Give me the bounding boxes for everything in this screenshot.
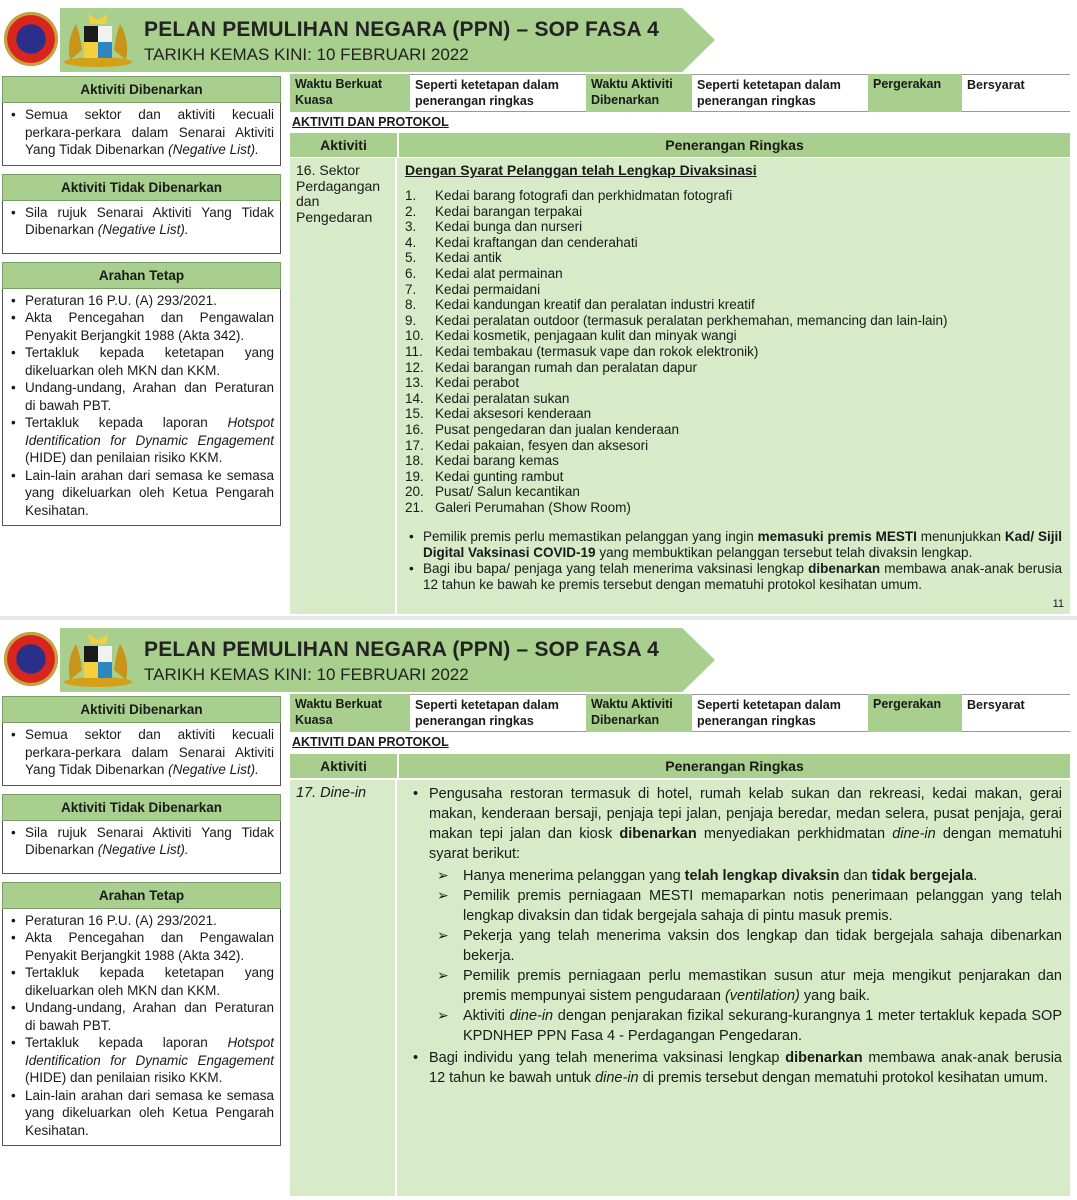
standing-item: • Lain-lain arahan dari semasa ke semasa yang dikeluarkan oleh Ketua Pengarah Kesihatan. bbox=[9, 467, 274, 520]
coat-of-arms-logo bbox=[60, 630, 136, 690]
protocol-label: AKTIVITI DAN PROTOKOL bbox=[292, 735, 449, 749]
standing-item: • Peraturan 16 P.U. (A) 293/2021. bbox=[9, 912, 274, 930]
activity-time-label: Waktu Aktiviti Dibenarkan bbox=[586, 694, 692, 732]
shop-list-item: 19. Kedai gunting rambut bbox=[405, 468, 564, 484]
shop-list bbox=[405, 188, 1062, 515]
standing-item: • Tertakluk kepada ketetapan yang dikeluarkan oleh MKN dan KKM. bbox=[9, 964, 274, 999]
standing-item: • Lain-lain arahan dari semasa ke semasa yang dikeluarkan oleh Ketua Pengarah Kesihatan. bbox=[9, 1087, 274, 1140]
allowed-title: Aktiviti Dibenarkan bbox=[2, 696, 281, 723]
movement-value: Bersyarat bbox=[962, 74, 1070, 112]
standing-item: • Akta Pencegahan dan Pengawalan Penyakit Berjangkit 1988 (Akta 342). bbox=[9, 929, 274, 964]
effective-time-value: Seperti ketetapan dalam penerangan ringkas bbox=[410, 74, 586, 112]
shop-list-item: 7. Kedai permaidani bbox=[405, 281, 541, 297]
standing-orders-title: Arahan Tetap bbox=[2, 882, 281, 909]
not-allowed-title: Aktiviti Tidak Dibenarkan bbox=[2, 174, 281, 201]
shop-list-item: 14. Kedai peralatan sukan bbox=[405, 390, 570, 406]
shop-list-item: 18. Kedai barang kemas bbox=[405, 453, 559, 469]
not-allowed-item: • Sila rujuk Senarai Aktiviti Yang Tidak Dibenarkan (Negative List). bbox=[9, 204, 274, 239]
activity-col-header: Aktiviti bbox=[290, 754, 397, 778]
ministry-logo bbox=[4, 12, 58, 66]
standing-item: • Peraturan 16 P.U. (A) 293/2021. bbox=[9, 292, 274, 310]
shop-list-item: 3. Kedai bunga dan nurseri bbox=[405, 219, 583, 235]
shop-list-item: 12. Kedai barangan rumah dan peralatan dapur bbox=[405, 359, 697, 375]
shop-list-item: 8. Kedai kandungan kreatif dan peralatan industri kreatif bbox=[405, 297, 755, 313]
standing-item: • Tertakluk kepada laporan Hotspot Identification for Dynamic Engagement (HIDE) dan penilaian risiko KKM. bbox=[9, 1034, 274, 1087]
not-allowed-item: • Sila rujuk Senarai Aktiviti Yang Tidak Dibenarkan (Negative List). bbox=[9, 824, 274, 859]
allowed-body bbox=[2, 103, 281, 166]
shop-list-item: 6. Kedai alat permainan bbox=[405, 265, 563, 281]
activity-cell: 16. Sektor Perdagangan dan Pengedaran bbox=[290, 158, 397, 614]
effective-time-label: Waktu Berkuat Kuasa bbox=[290, 74, 410, 112]
condition-heading: Dengan Syarat Pelanggan telah Lengkap Divaksinasi bbox=[405, 162, 757, 178]
activity-time-value: Seperti ketetapan dalam penerangan ringkas bbox=[692, 694, 868, 732]
shop-list-item: 2. Kedai barangan terpakai bbox=[405, 203, 583, 219]
allowed-item: • Semua sektor dan aktiviti kecuali perkara-perkara dalam Senarai Aktiviti Yang Tidak Dibenarkan (Negative List). bbox=[9, 726, 274, 779]
protocol-label: AKTIVITI DAN PROTOKOL bbox=[292, 115, 449, 129]
shop-list-item: 11. Kedai tembakau (termasuk vape dan rokok elektronik) bbox=[405, 343, 759, 359]
coat-of-arms-logo bbox=[60, 10, 136, 70]
sidebar bbox=[2, 696, 281, 1146]
table-header bbox=[290, 133, 1070, 157]
update-date: TARIKH KEMAS KINI: 10 FEBRUARI 2022 bbox=[144, 45, 469, 64]
shop-list-item: 4. Kedai kraftangan dan cenderahati bbox=[405, 234, 638, 250]
condition-item: ➢ Pemilik premis perniagaan perlu memastikan susun atur meja mengikut penjarakan dan premis mempunyai sistem pengudaraan (ventilation) yang baik. bbox=[429, 966, 1062, 1006]
allowed-title: Aktiviti Dibenarkan bbox=[2, 76, 281, 103]
shop-list-item: 20. Pusat/ Salun kecantikan bbox=[405, 484, 580, 500]
update-date: TARIKH KEMAS KINI: 10 FEBRUARI 2022 bbox=[144, 665, 469, 684]
shop-list-item: 10. Kedai kosmetik, penjagaan kulit dan minyak wangi bbox=[405, 328, 737, 344]
activity-col-header: Aktiviti bbox=[290, 133, 397, 157]
standing-orders-body bbox=[2, 909, 281, 1147]
shop-list-item: 13. Kedai perabot bbox=[405, 375, 520, 391]
movement-label: Pergerakan bbox=[868, 74, 962, 112]
bullet-item: • Bagi individu yang telah menerima vaksinasi lengkap dibenarkan membawa anak-anak berusia 12 tahun ke bawah untuk dine-in di premis tersebut dengan mematuhi protokol kesihatan umum. bbox=[405, 1048, 1062, 1088]
movement-label: Pergerakan bbox=[868, 694, 962, 732]
allowed-body bbox=[2, 723, 281, 786]
condition-item: ➢ Pekerja yang telah menerima vaksin dos lengkap dan tidak bergejala sahaja dibenarkan bekerja. bbox=[429, 926, 1062, 966]
desc-col-header: Penerangan Ringkas bbox=[399, 754, 1070, 778]
shop-list-item: 5. Kedai antik bbox=[405, 250, 502, 266]
shop-list-item: 21. Galeri Perumahan (Show Room) bbox=[405, 499, 631, 515]
standing-item: • Undang-undang, Arahan dan Peraturan di bawah PBT. bbox=[9, 999, 274, 1034]
table-body bbox=[290, 158, 1070, 614]
standing-item: • Tertakluk kepada ketetapan yang dikeluarkan oleh MKN dan KKM. bbox=[9, 344, 274, 379]
shop-list-item: 17. Kedai pakaian, fesyen dan aksesori bbox=[405, 437, 649, 453]
shop-list-item: 1. Kedai barang fotografi dan perkhidmatan fotografi bbox=[405, 188, 733, 203]
shop-list-item: 9. Kedai peralatan outdoor (termasuk peralatan perkhemahan, memancing dan lain-lain) bbox=[405, 312, 948, 328]
info-row bbox=[290, 694, 1070, 732]
bullet-item: • Pemilik premis perlu memastikan pelanggan yang ingin memasuki premis MESTI menunjukkan Kad/ Sijil Digital Vaksinasi COVID-19 yang membuktikan pelanggan tersebut telah divaksin lengkap. bbox=[405, 529, 1062, 561]
table-body bbox=[290, 780, 1070, 1196]
not-allowed-title: Aktiviti Tidak Dibenarkan bbox=[2, 794, 281, 821]
page-header bbox=[0, 628, 1077, 692]
standing-item: • Tertakluk kepada laporan Hotspot Identification for Dynamic Engagement (HIDE) dan penilaian risiko KKM. bbox=[9, 414, 274, 467]
standing-orders-title: Arahan Tetap bbox=[2, 262, 281, 289]
shop-list-item: 15. Kedai aksesori kenderaan bbox=[405, 406, 592, 422]
activity-time-label: Waktu Aktiviti Dibenarkan bbox=[586, 74, 692, 112]
condition-item: ➢ Hanya menerima pelanggan yang telah lengkap divaksin dan tidak bergejala. bbox=[429, 866, 1062, 886]
allowed-item: • Semua sektor dan aktiviti kecuali perkara-perkara dalam Senarai Aktiviti Yang Tidak Dibenarkan (Negative List). bbox=[9, 106, 274, 159]
standing-orders-body bbox=[2, 289, 281, 527]
description-cell bbox=[397, 780, 1070, 1196]
table-header bbox=[290, 754, 1070, 778]
condition-item: ➢ Aktiviti dine-in dengan penjarakan fizikal sekurang-kurangnya 1 meter tertakluk kepada SOP KPDNHEP PPN Fasa 4 - Perdagangan Pengedaran. bbox=[429, 1006, 1062, 1046]
effective-time-label: Waktu Berkuat Kuasa bbox=[290, 694, 410, 732]
activity-time-value: Seperti ketetapan dalam penerangan ringkas bbox=[692, 74, 868, 112]
ministry-logo bbox=[4, 632, 58, 686]
condition-item: ➢ Pemilik premis perniagaan MESTI memaparkan notis penerimaan pelanggan yang telah lengkap divaksin dan tidak bergejala sahaja di pintu masuk premis. bbox=[429, 886, 1062, 926]
sidebar bbox=[2, 76, 281, 526]
standing-item: • Akta Pencegahan dan Pengawalan Penyakit Berjangkit 1988 (Akta 342). bbox=[9, 309, 274, 344]
standing-item: • Undang-undang, Arahan dan Peraturan di bawah PBT. bbox=[9, 379, 274, 414]
description-cell bbox=[397, 158, 1070, 614]
page-2 bbox=[0, 620, 1077, 1200]
bullet-item: • Pengusaha restoran termasuk di hotel, rumah kelab sukan dan rekreasi, kedai makan, gerai makan, kenderaan bersaji, penjaja tepi jalan, penjaja beredar, medan selera, pusat penjaja, gerai makan tepi jalan dan kiosk dibenarkan menyediakan perkhidmatan dine-in dengan mematuhi syarat berikut: ➢ Hanya menerima pelanggan yang telah lengkap divaksin dan tidak bergejala. ➢ Pemilik premis perniagaan MESTI memaparkan notis penerimaan pelanggan yang telah lengkap divaksin dan tidak bergejala sahaja di pintu masuk premis. ➢ Pekerja yang telah menerima vaksin dos lengkap dan tidak bergejala sahaja dibenarkan bekerja. ➢ Pemilik premis perniagaan perlu memastikan susun atur meja mengikut penjarakan dan premis mempunyai sistem pengudaraan (ventilation) yang baik. ➢ Aktiviti dine-in dengan penjarakan fizikal sekurang-kurangnya 1 meter tertakluk kepada SOP KPDNHEP PPN Fasa 4 - Perdagangan Pengedaran. bbox=[405, 784, 1062, 1046]
effective-time-value: Seperti ketetapan dalam penerangan ringkas bbox=[410, 694, 586, 732]
desc-col-header: Penerangan Ringkas bbox=[399, 133, 1070, 157]
bullet-item: • Bagi ibu bapa/ penjaga yang telah menerima vaksinasi lengkap dibenarkan membawa anak-anak berusia 12 tahun ke bawah ke premis tersebut dengan mematuhi protokol kesihatan umum. bbox=[405, 561, 1062, 593]
page-title: PELAN PEMULIHAN NEGARA (PPN) – SOP FASA 4 bbox=[144, 18, 659, 41]
not-allowed-body bbox=[2, 821, 281, 874]
not-allowed-body bbox=[2, 201, 281, 254]
info-row bbox=[290, 74, 1070, 112]
page-title: PELAN PEMULIHAN NEGARA (PPN) – SOP FASA 4 bbox=[144, 638, 659, 661]
shop-list-item: 16. Pusat pengedaran dan jualan kenderaan bbox=[405, 421, 679, 437]
page-header bbox=[0, 8, 1077, 72]
movement-value: Bersyarat bbox=[962, 694, 1070, 732]
activity-cell: 17. Dine-in bbox=[290, 780, 397, 1196]
page-number: 11 bbox=[1052, 598, 1064, 610]
